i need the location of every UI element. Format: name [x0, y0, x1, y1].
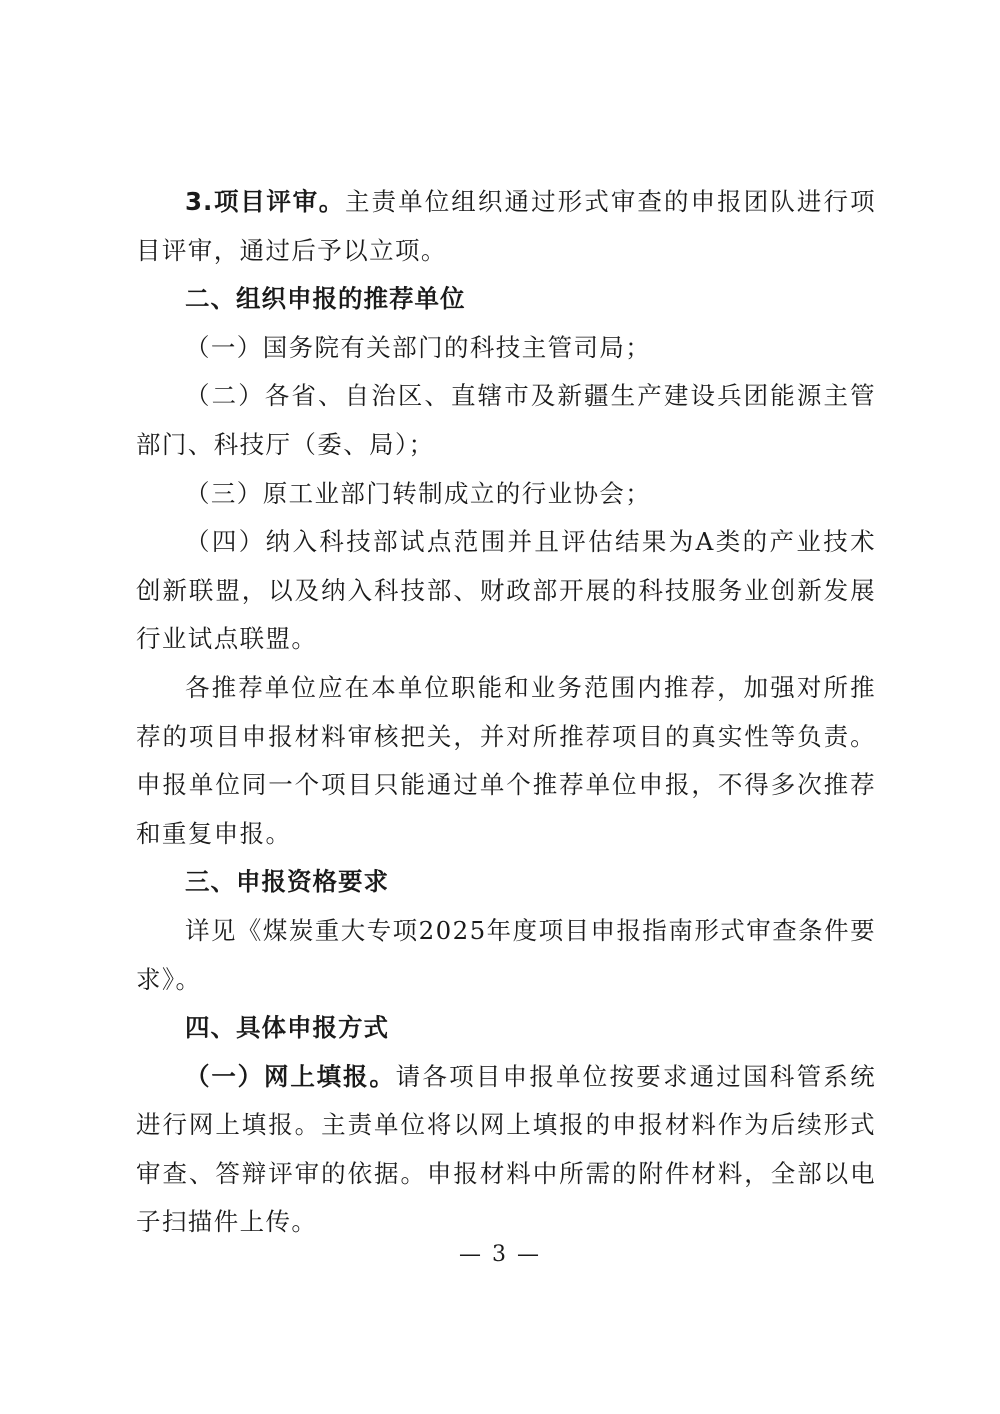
- paragraph-recommendation-rules: 各推荐单位应在本单位职能和业务范围内推荐，加强对所推荐的项目申报材料审核把关，并对所推荐项目的真实性等负责。申报单位同一个项目只能通过单个推荐单位申报，不得多次推荐和重复申报。: [136, 672, 876, 848]
- list-item-3: （三）原工业部门转制成立的行业协会；: [185, 478, 652, 508]
- document-body: [136, 178, 876, 1247]
- paragraph-text: 请各项目申报单位按要求通过国科管系统进行网上填报。主责单位将以网上填报的申报材料作为后续形式审查、答辩评审的依据。申报材料中所需的附件材料，全部以电子扫描件上传。: [136, 1061, 876, 1237]
- paragraph-eligibility: 详见《煤炭重大专项2025年度项目申报指南形式审查条件要求》。: [136, 915, 876, 994]
- paragraph-online-filing: [136, 1053, 876, 1247]
- list-item-1: （一）国务院有关部门的科技主管司局；: [185, 332, 652, 362]
- paragraph-lead: （一）网上填报。: [185, 1061, 396, 1091]
- section-heading-recommending-units: 二、组织申报的推荐单位: [185, 284, 466, 314]
- section-heading-eligibility: 三、申报资格要求: [185, 867, 389, 897]
- list-item-2: （二）各省、自治区、直辖市及新疆生产建设兵团能源主管部门、科技厅（委、局）；: [136, 381, 876, 459]
- paragraph-lead: 3.项目评审。: [185, 187, 345, 216]
- list-item-4: （四）纳入科技部试点范围并且评估结果为A类的产业技术创新联盟，以及纳入科技部、财政部开展的科技服务业创新发展行业试点联盟。: [136, 527, 876, 654]
- paragraph-text: 主责单位组织通过形式审查的申报团队进行项目评审，通过后予以立项。: [136, 187, 876, 265]
- section-heading-application-method: 四、具体申报方式: [185, 1013, 389, 1043]
- page-number: — 3 —: [459, 1242, 541, 1267]
- paragraph-project-review: [136, 178, 876, 275]
